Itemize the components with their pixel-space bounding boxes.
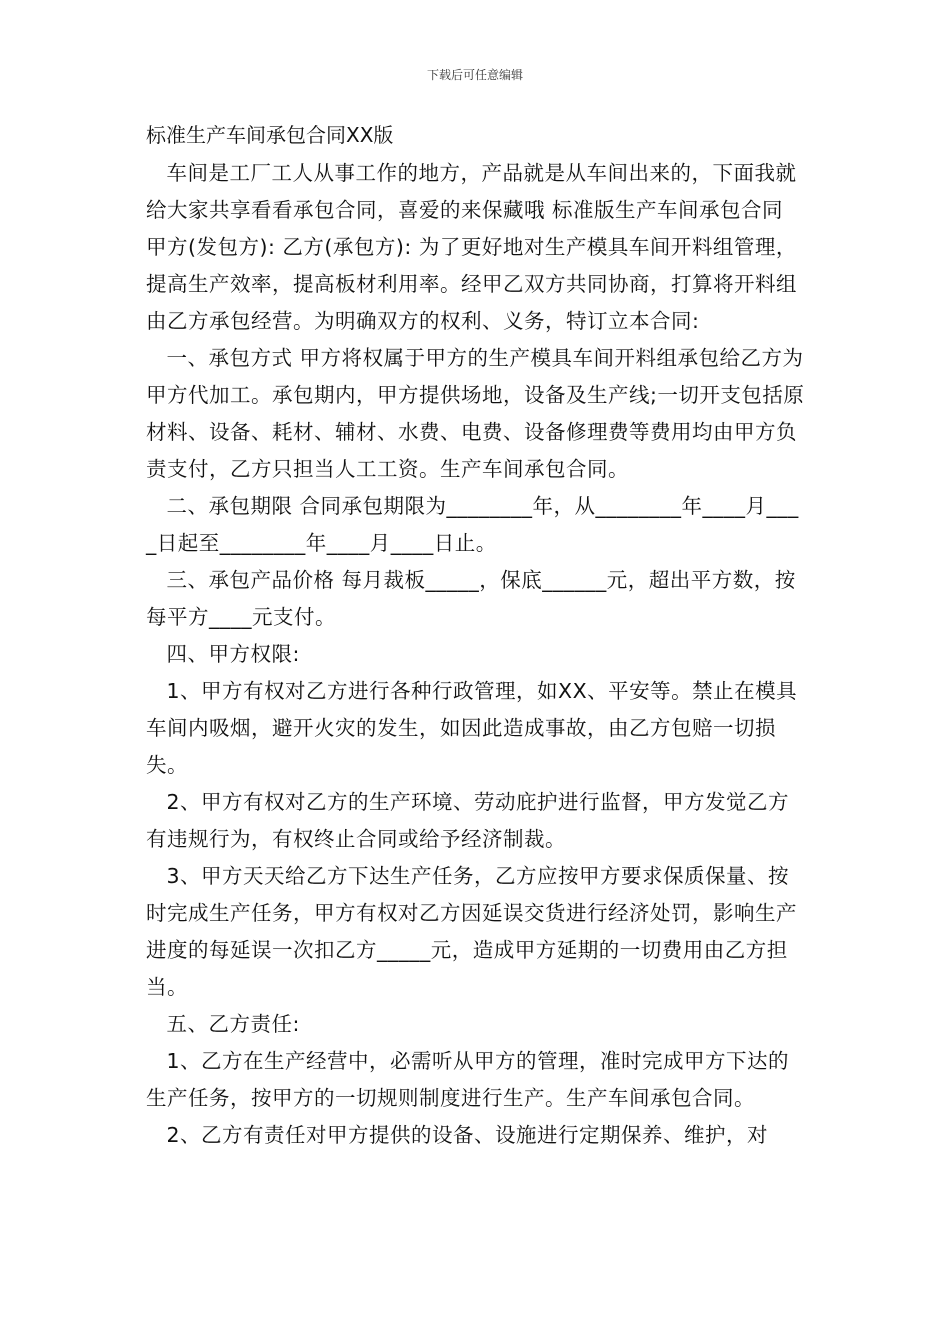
paragraph-section-5-item-1: 1、乙方在生产经营中，必需听从甲方的管理，准时完成甲方下达的生产任务，按甲方的一切规则制度进行生产。生产车间承包合同。 <box>146 1049 790 1110</box>
paragraph-section-2: 二、承包期限 合同承包期限为________年，从________年____月____日起至________年____月____日止。 <box>146 494 799 555</box>
paragraph-section-4-item-1: 1、甲方有权对乙方进行各种行政管理，如XX、平安等。禁止在模具车间内吸烟，避开火灾的发生，如因此造成事故，由乙方包赔一切损失。 <box>146 679 798 777</box>
paragraph-section-4-heading: 四、甲方权限: <box>166 642 300 666</box>
paragraph-section-5-item-2: 2、乙方有责任对甲方提供的设备、设施进行定期保养、维护，对 <box>166 1123 769 1147</box>
paragraph-section-5-heading: 五、乙方责任: <box>166 1012 300 1036</box>
paragraph-section-3: 三、承包产品价格 每月裁板_____，保底______元，超出平方数，按每平方____元支付。 <box>146 568 796 629</box>
document-title: 标准生产车间承包合同XX版 <box>146 123 394 147</box>
paragraph-section-4-item-2: 2、甲方有权对乙方的生产环境、劳动庇护进行监督，甲方发觉乙方有违规行为，有权终止合同或给予经济制裁。 <box>146 790 790 851</box>
paragraph-intro: 车间是工厂工人从事工作的地方，产品就是从车间出来的，下面我就给大家共享看看承包合同，喜爱的来保藏哦 标准版生产车间承包合同 甲方(发包方): 乙方(承包方): 为了更好地对生产模具车间开料组管理，提高生产效率，提高板材利用率。经甲乙双方共同协商，打算将开料组由乙方承包经营。为明确双方的权利、义务，特订立本合同: <box>146 161 797 333</box>
paragraph-section-4-item-3: 3、甲方天天给乙方下达生产任务，乙方应按甲方要求保质保量、按时完成生产任务，甲方有权对乙方因延误交货进行经济处罚，影响生产进度的每延误一次扣乙方_____元，造成甲方延期的一切费用由乙方担当。 <box>146 864 797 999</box>
page-header-note: 下载后可任意编辑 <box>426 68 523 82</box>
paragraph-section-1: 一、承包方式 甲方将权属于甲方的生产模具车间开料组承包给乙方为甲方代加工。承包期内，甲方提供场地，设备及生产线;一切开支包括原材料、设备、耗材、辅材、水费、电费、设备修理费等费用均由甲方负责支付，乙方只担当人工工资。生产车间承包合同。 <box>146 346 805 481</box>
document-body <box>146 155 808 1154</box>
